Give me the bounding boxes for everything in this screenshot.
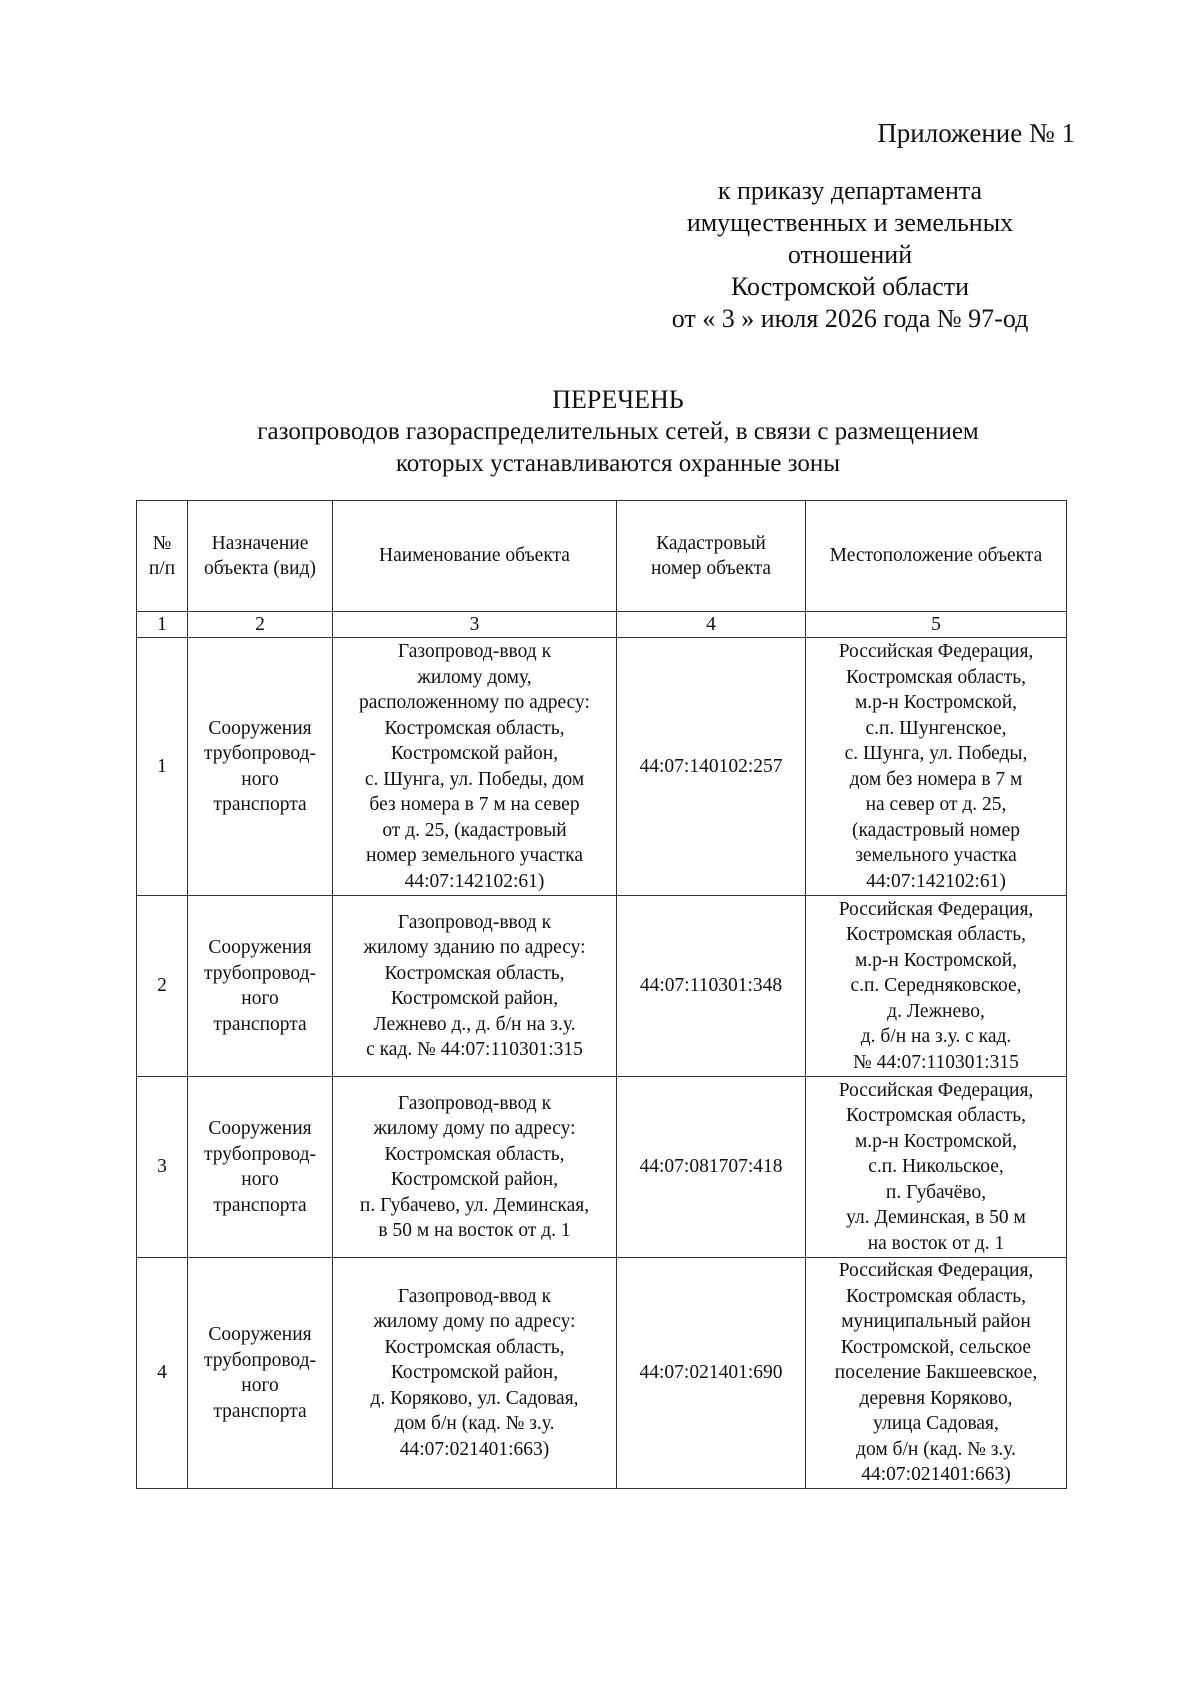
cadastral-number: 44:07:140102:257 [617, 638, 806, 896]
document-title: ПЕРЕЧЕНЬ [552, 385, 684, 414]
object-location: Российская Федерация, Костромская область, м.р-н Костромской, с.п. Никольское, п. Губачёво, ул. Деминская, в 50 м на восток от д. 1 [806, 1077, 1067, 1258]
object-name: Газопровод-ввод к жилому дому по адресу: Костромская область, Костромской район, д. Коряково, ул. Садовая, дом б/н (кад. № з.у. 44:07:021401:663) [333, 1258, 617, 1489]
cadastral-number: 44:07:110301:348 [617, 896, 806, 1077]
subtitle-line: которых устанавливаются охранные зоны [395, 450, 841, 477]
row-number: 4 [137, 1258, 188, 1489]
column-number: 3 [333, 612, 617, 638]
object-location: Российская Федерация, Костромская область, м.р-н Костромской, с.п. Середняковское, д. Лежнево, д. б/н на з.у. с кад. № 44:07:110301:315 [806, 896, 1067, 1077]
header-number: № п/п [137, 501, 188, 612]
column-number: 1 [137, 612, 188, 638]
object-location: Российская Федерация, Костромская область, муниципальный район Костромской, сельское поселение Бакшеевское, деревня Коряково, улица Садовая, дом б/н (кад. № з.у. 44:07:021401:663) [806, 1258, 1067, 1489]
row-number: 1 [137, 638, 188, 896]
pipelines-table [136, 500, 1067, 1489]
row-number: 3 [137, 1077, 188, 1258]
object-purpose: Сооружения трубопровод- ного транспорта [188, 1077, 333, 1258]
object-name: Газопровод-ввод к жилому дому, расположенному по адресу: Костромская область, Костромской район, с. Шунга, ул. Победы, дом без номера в 7 м на север от д. 25, (кадастровый номер земельного участка 44:07:142102:61) [333, 638, 617, 896]
object-name: Газопровод-ввод к жилому дому по адресу: Костромская область, Костромской район, п. Губачево, ул. Деминская, в 50 м на восток от д. 1 [333, 1077, 617, 1258]
order-date-number: от « 3 » июля 2026 года № 97-од [671, 304, 1029, 333]
object-purpose: Сооружения трубопровод- ного транспорта [188, 638, 333, 896]
table-header-row [137, 501, 1067, 612]
order-line: отношений [787, 240, 913, 269]
header-cadastral: Кадастровый номер объекта [617, 501, 806, 612]
header-location: Местоположение объекта [806, 501, 1067, 612]
object-location: Российская Федерация, Костромская область, м.р-н Костромской, с.п. Шунгенское, с. Шунга, ул. Победы, дом без номера в 7 м на север от д. 25, (кадастровый номер земельного участка 44:07:142102:61) [806, 638, 1067, 896]
table-row [137, 638, 1067, 896]
object-name: Газопровод-ввод к жилому зданию по адресу: Костромская область, Костромской район, Лежнево д., д. б/н на з.у. с кад. № 44:07:110301:315 [333, 896, 617, 1077]
document-subtitle [0, 416, 1200, 480]
order-reference [628, 175, 1072, 335]
subtitle-line: газопроводов газораспределительных сетей, в связи с размещением [257, 418, 979, 445]
table-row [137, 1258, 1067, 1489]
order-line: имущественных и земельных [686, 208, 1014, 237]
column-number: 4 [617, 612, 806, 638]
order-line: Костромской области [730, 272, 970, 301]
object-purpose: Сооружения трубопровод- ного транспорта [188, 896, 333, 1077]
annex-label: Приложение № 1 [877, 118, 1075, 148]
order-line: к приказу департамента [717, 176, 983, 205]
cadastral-number: 44:07:021401:690 [617, 1258, 806, 1489]
header-purpose: Назначение объекта (вид) [188, 501, 333, 612]
column-number: 2 [188, 612, 333, 638]
table-row [137, 896, 1067, 1077]
column-number-row [137, 612, 1067, 638]
object-purpose: Сооружения трубопровод- ного транспорта [188, 1258, 333, 1489]
table-row [137, 1077, 1067, 1258]
header-name: Наименование объекта [333, 501, 617, 612]
cadastral-number: 44:07:081707:418 [617, 1077, 806, 1258]
column-number: 5 [806, 612, 1067, 638]
row-number: 2 [137, 896, 188, 1077]
